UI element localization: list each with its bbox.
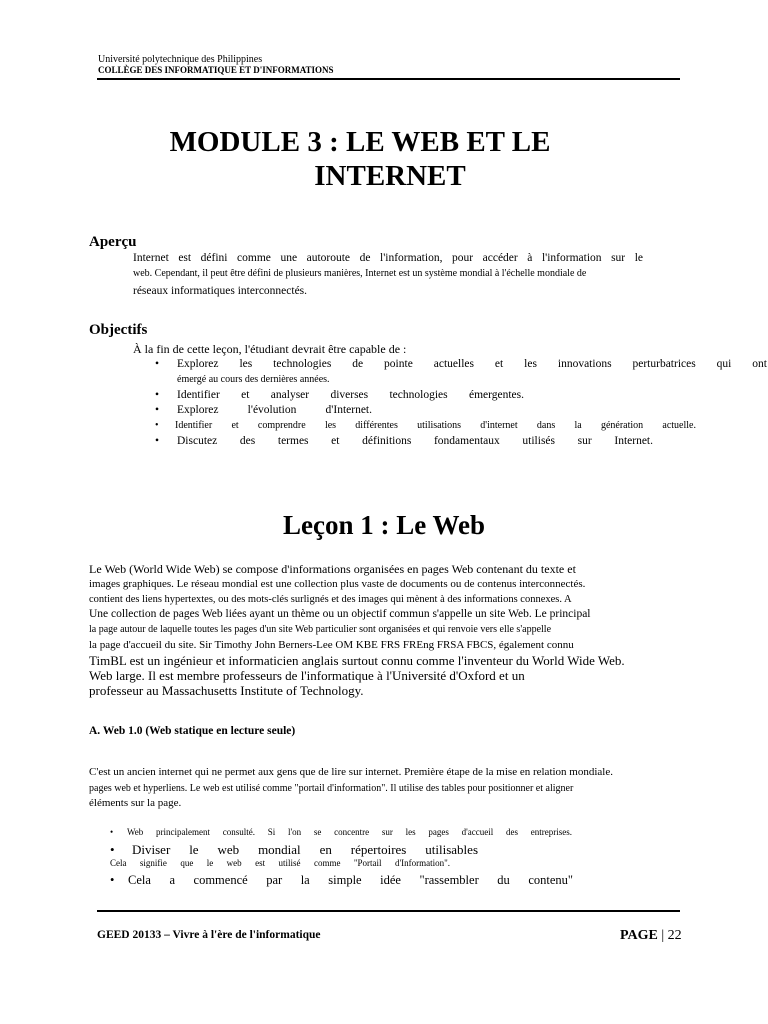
objectif-2: Identifier et analyser diverses technologies émergentes.: [177, 389, 524, 401]
apercu-line3: réseaux informatiques interconnectés.: [133, 285, 308, 297]
objectif-5: Discutez des termes et définitions fondamentaux utilisés sur Internet.: [177, 435, 653, 447]
web10-bullet-2: Diviser le web mondial en répertoires utilisables: [132, 842, 478, 857]
footer-page: [620, 928, 682, 944]
objectif-1: Explorez les technologies de pointe actuelles et les innovations perturbatrices qui ont: [177, 358, 767, 370]
objectifs-heading: Objectifs: [89, 322, 148, 338]
objectif-1-cont: émergé au cours des dernières années.: [177, 374, 330, 385]
lesson-line-3: contient des liens hypertextes, ou des mots-clés surlignés et des images qui mènent à des informations connexes. A: [89, 594, 572, 605]
lesson-line-1: Le Web (World Wide Web) se compose d'informations organisées en pages Web contenant du texte et: [89, 562, 576, 576]
module-title-line2: INTERNET: [314, 160, 466, 192]
module-title-line1: MODULE 3 : LE WEB ET LE: [169, 126, 551, 158]
lesson-line-6: la page d'accueil du site. Sir Timothy John Berners-Lee OM KBE FRS FREng FRSA FBCS, également connu: [89, 639, 574, 651]
objectif-4: Identifier et comprendre les différentes utilisations d'internet dans la génération actuelle.: [175, 420, 696, 431]
footer-rule: [97, 910, 680, 912]
apercu-heading: Aperçu: [89, 234, 137, 250]
web10-bullet-2-cont: Cela signifie que le web est utilisé comme "Portail d'Information".: [110, 858, 450, 868]
web10-line2: pages web et hyperliens. Le web est utilisé comme "portail d'information". Il utilise des tables pour positionner et aligner: [89, 783, 574, 794]
lesson-line-7: TimBL est un ingénieur et informaticien anglais surtout connu comme l'inventeur du World Wide Web.: [89, 653, 625, 668]
web10-bullet-1: Web principalement consulté. Si l'on se concentre sur les pages d'accueil des entreprises.: [127, 827, 572, 837]
lesson-line-5: la page autour de laquelle toutes les pages d'un site Web particulier sont organisées et qui renvoie vers elle s'appelle: [89, 624, 552, 635]
web10-heading: A. Web 1.0 (Web statique en lecture seule): [89, 725, 296, 737]
apercu-line1: Internet est défini comme une autoroute de l'information, pour accéder à l'information sur le: [133, 252, 643, 264]
lesson-title: Leçon 1 : Le Web: [283, 510, 485, 540]
web10-bullet-3: Cela a commencé par la simple idée "rassembler du contenu": [128, 873, 573, 887]
lesson-line-8: Web large. Il est membre professeurs de l'informatique à l'Université d'Oxford et un: [89, 668, 525, 683]
apercu-line2: web. Cependant, il peut être défini de plusieurs manières, Internet est un système mondial à l'échelle mondiale de: [133, 268, 587, 279]
page-separator: |: [661, 928, 665, 943]
header-rule: [97, 78, 680, 80]
web10-line1: C'est un ancien internet qui ne permet aux gens que de lire sur internet. Première étape de la mise en relation mondiale.: [89, 766, 613, 778]
footer-course: GEED 20133 – Vivre à l'ère de l'informatique: [97, 929, 321, 941]
web10-line3: éléments sur la page.: [89, 797, 182, 809]
objectif-3: Explorez l'évolution d'Internet.: [177, 404, 372, 416]
page-label: PAGE: [620, 928, 658, 943]
header-university: Université polytechnique des Philippines: [98, 54, 263, 65]
lesson-line-2: images graphiques. Le réseau mondial est une collection plus vaste de documents ou de contenus interconnectés.: [89, 578, 586, 590]
page-number: 22: [667, 928, 682, 943]
objectifs-intro: À la fin de cette leçon, l'étudiant devrait être capable de :: [133, 342, 407, 356]
lesson-line-4: Une collection de pages Web liées ayant un thème ou un objectif commun s'appelle un site Web. Le principal: [89, 608, 591, 620]
header-college: COLLÈGE DES INFORMATIQUE ET D'INFORMATIONS: [98, 65, 334, 75]
lesson-line-9: professeur au Massachusetts Institute of Technology.: [89, 683, 364, 698]
